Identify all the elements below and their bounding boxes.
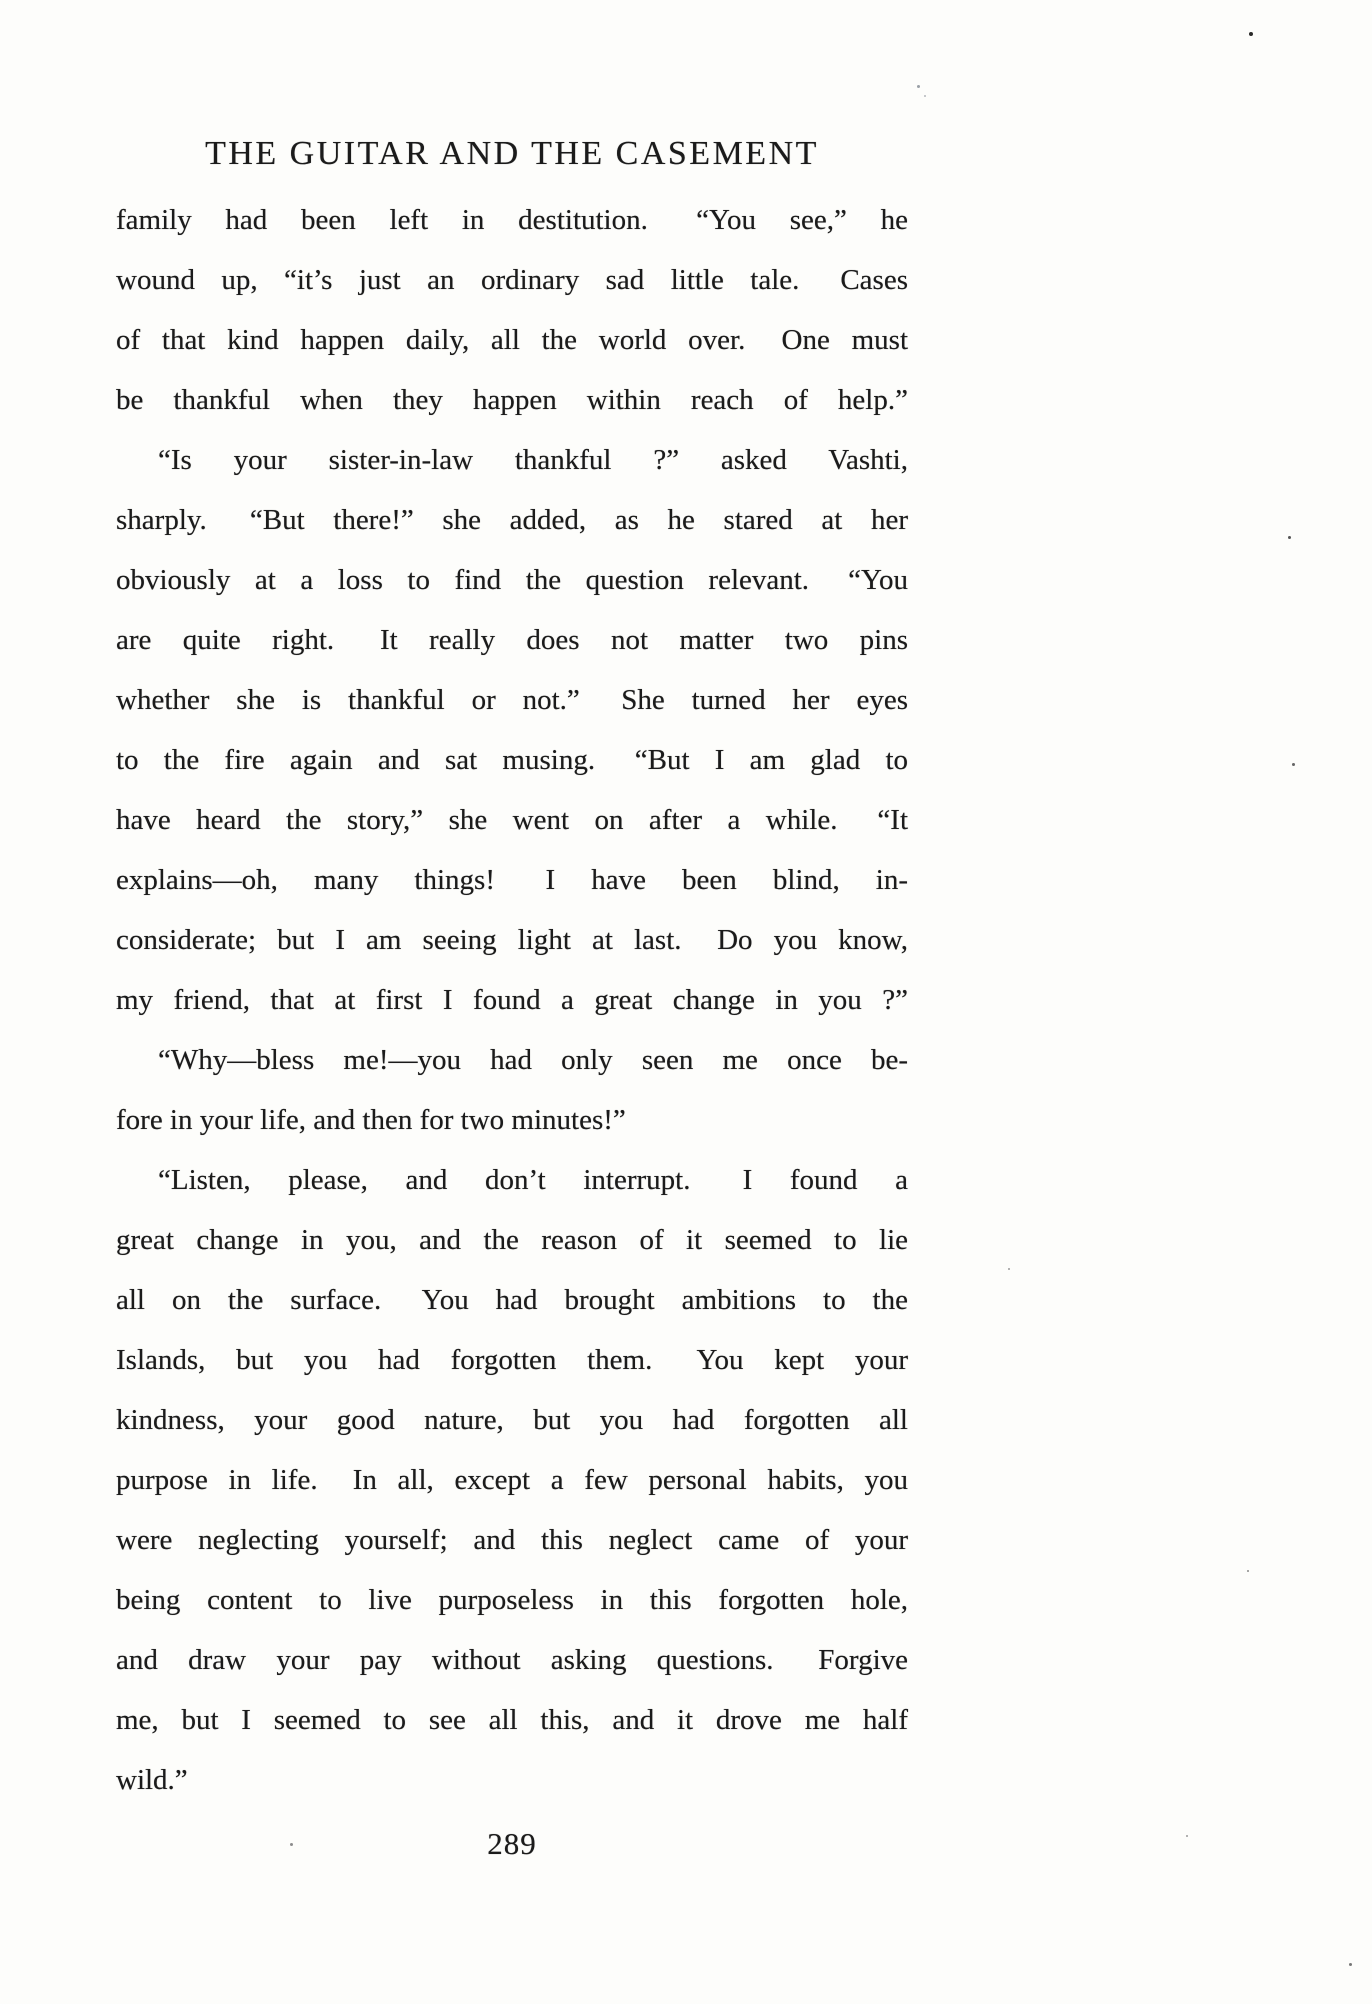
text-column <box>116 132 908 1862</box>
body-text <box>116 190 908 1810</box>
text-line: whether she is thankful or not.” She turned her eyes <box>116 684 908 716</box>
text-line: purpose in life. In all, except a few personal habits, you <box>116 1464 908 1496</box>
text-line: considerate; but I am seeing light at last. Do you know, <box>116 924 908 956</box>
scan-speck <box>1292 763 1295 766</box>
scan-speck <box>1247 1570 1249 1572</box>
text-line: “Is your sister-in-law thankful ?” asked Vashti, <box>158 444 908 476</box>
text-line: of that kind happen daily, all the world over. One must <box>116 324 908 356</box>
text-line: are quite right. It really does not matter two pins <box>116 624 908 656</box>
text-line: wild.” <box>116 1764 188 1796</box>
text-line: family had been left in destitution. “You see,” he <box>116 204 908 236</box>
text-line: me, but I seemed to see all this, and it drove me half <box>116 1704 908 1736</box>
page-number: 289 <box>487 1826 537 1861</box>
scan-speck <box>1249 32 1253 36</box>
text-line: sharply. “But there!” she added, as he stared at her <box>116 504 908 536</box>
scan-speck <box>1349 1963 1352 1966</box>
text-line: explains—oh, many things! I have been blind, in- <box>116 864 908 896</box>
text-line: were neglecting yourself; and this neglect came of your <box>116 1524 908 1556</box>
text-line: obviously at a loss to find the question relevant. “You <box>116 564 908 596</box>
scan-speck <box>917 85 920 88</box>
text-line: all on the surface. You had brought ambitions to the <box>116 1284 908 1316</box>
text-line: and draw your pay without asking questions. Forgive <box>116 1644 908 1676</box>
text-line: “Listen, please, and don’t interrupt. I found a <box>158 1164 908 1196</box>
running-header-title: THE GUITAR AND THE CASEMENT <box>205 135 819 172</box>
text-line: fore in your life, and then for two minutes!” <box>116 1104 626 1136</box>
text-line: to the fire again and sat musing. “But I am glad to <box>116 744 908 776</box>
text-line: kindness, your good nature, but you had forgotten all <box>116 1404 908 1436</box>
scan-speck <box>1008 1268 1010 1270</box>
text-line: wound up, “it’s just an ordinary sad little tale. Cases <box>116 264 908 296</box>
scan-speck <box>1186 1835 1188 1837</box>
scan-speck <box>924 95 926 97</box>
text-line: great change in you, and the reason of it seemed to lie <box>116 1224 908 1256</box>
text-line: be thankful when they happen within reach of help.” <box>116 384 908 416</box>
text-line: being content to live purposeless in this forgotten hole, <box>116 1584 908 1616</box>
text-line: have heard the story,” she went on after a while. “It <box>116 804 908 836</box>
text-line: “Why—bless me!—you had only seen me once be- <box>158 1044 908 1076</box>
scan-speck <box>1288 536 1291 539</box>
text-line: my friend, that at first I found a great change in you ?” <box>116 984 908 1016</box>
text-line: Islands, but you had forgotten them. You kept your <box>116 1344 908 1376</box>
